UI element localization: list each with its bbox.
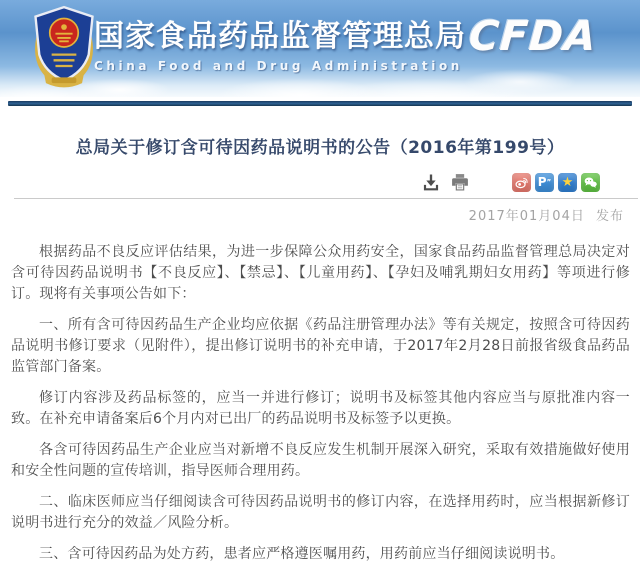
download-icon[interactable] [421, 172, 441, 192]
agency-name-zh: 国家食品药品监督管理总局 [94, 19, 466, 54]
article-toolbar [0, 171, 640, 193]
qzone-share-icon[interactable] [558, 173, 577, 192]
p-share-glyph: P [537, 175, 547, 189]
banner-text-block [94, 11, 466, 73]
p-share-icon[interactable] [535, 173, 554, 192]
paragraph-item-3: 三、含可待因药品为处方药，患者应严格遵医嘱用药，用药前应当仔细阅读说明书。 [39, 546, 565, 562]
p-share-marks: ” [546, 177, 552, 186]
paragraph-intro: 根据药品不良反应评估结果，为进一步保障公众用药安全，国家食品药品监督管理总局决定对含可待因药品说明书【不良反应】、【禁忌】、【儿童用药】、【孕妇及哺乳期妇女用药】等项进行修订。现将有关事项公告如下： [11, 244, 630, 302]
paragraph-item-1: 一、所有含可待因药品生产企业均应依据《药品注册管理办法》等有关规定，按照含可待因药品说明书修订要求（见附件），提出修订说明书的补充申请，于2017年2月28日前报省级食品药品监管部门备案。 [11, 317, 630, 375]
wechat-share-icon[interactable] [581, 173, 600, 192]
paragraph-item-1-sub2: 各含可待因药品生产企业应当对新增不良反应发生机制开展深入研究，采取有效措施做好使用和安全性问题的宣传培训，指导医师合理用药。 [11, 442, 630, 479]
cfda-emblem-logo [26, 5, 102, 89]
print-icon[interactable] [450, 172, 470, 192]
paragraph-item-2: 二、临床医师应当仔细阅读含可待因药品说明书的修订内容，在选择用药时，应当根据新修订说明书进行充分的效益／风险分析。 [11, 494, 630, 531]
site-banner [0, 0, 640, 97]
weibo-share-icon[interactable] [512, 173, 531, 192]
article-body [0, 242, 640, 565]
publish-line [0, 205, 640, 224]
paragraph-item-1-sub: 修订内容涉及药品标签的，应当一并进行修订；说明书及标签其他内容应当与原批准内容一致。在补充申请备案后6个月内对已出厂的药品说明书及标签予以更换。 [11, 390, 630, 427]
publish-label: 发布 [595, 209, 624, 224]
agency-acronym: CFDA [467, 12, 599, 60]
header-divider-line [14, 198, 638, 199]
publish-date: 2017年01月04日 [468, 209, 585, 224]
page-title: 总局关于修订含可待因药品说明书的公告（2016年第199号） [75, 138, 565, 158]
agency-name-en: China Food and Drug Administration [94, 59, 463, 73]
navy-divider-bar [8, 101, 632, 106]
qzone-star-glyph: ★ [561, 174, 574, 190]
share-button-group [508, 173, 600, 192]
